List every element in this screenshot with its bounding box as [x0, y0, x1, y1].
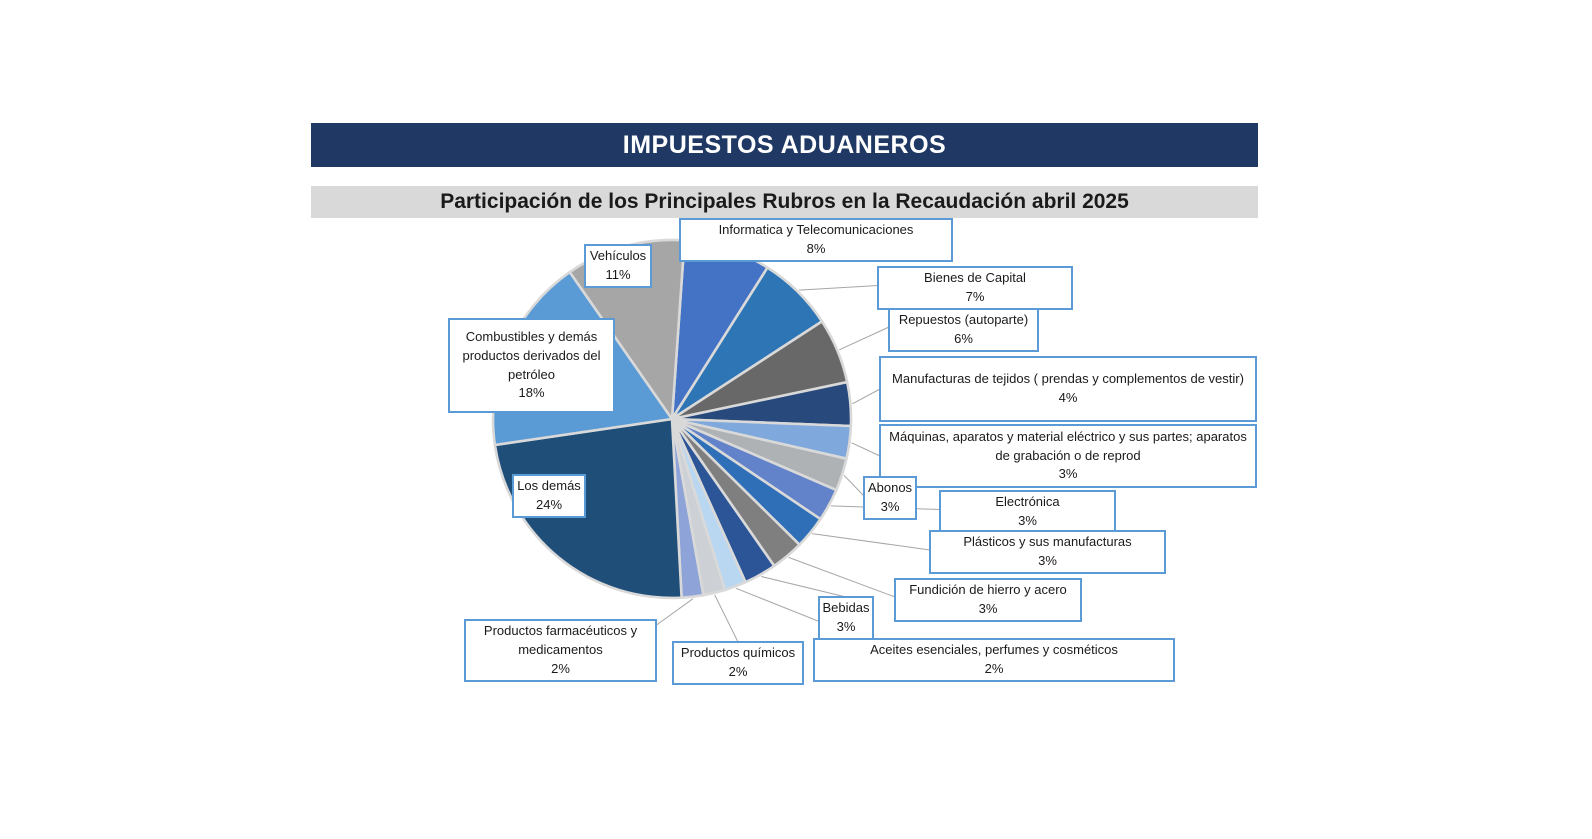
pie-label-pct: 8%	[806, 240, 826, 256]
pie-label-pct: 3%	[978, 600, 998, 616]
pie-label-text: Electrónica	[995, 494, 1060, 509]
pie-label-text: Los demás	[517, 478, 581, 493]
pie-label-text: Informatica y Telecomunicaciones	[718, 222, 914, 237]
pie-label-text: Bebidas	[822, 600, 870, 615]
pie-label-text: Productos farmacéuticos y medicamentos	[483, 623, 638, 658]
leader-line-plasticos	[812, 534, 930, 550]
pie-label-text: Productos químicos	[680, 645, 796, 660]
pie-label-pct: 18%	[518, 385, 545, 401]
pie-label-pct: 7%	[965, 288, 985, 304]
pie-label-plasticos	[929, 530, 1166, 574]
pie-label-text: Aceites esenciales, perfumes y cosméticos	[870, 642, 1118, 658]
pie-label-text: Vehículos	[589, 248, 647, 263]
pie-label-pct: 3%	[1058, 466, 1078, 482]
pie-label-text: Repuestos (autoparte)	[898, 312, 1029, 327]
pie-label-repuestos	[888, 308, 1039, 352]
pie-label-bebidas	[818, 596, 874, 640]
pie-label-maquinas	[879, 424, 1257, 488]
leader-line-farmaceuticos	[651, 599, 693, 629]
pie-label-losdemas	[512, 474, 586, 518]
pie-label-combustibles	[448, 318, 615, 413]
pie-label-text: Plásticos y sus manufacturas	[963, 534, 1132, 549]
pie-label-pct: 2%	[551, 660, 570, 676]
pie-label-text: Combustibles y demás productos derivados del petróleo	[462, 328, 601, 382]
pie-label-vehiculos	[584, 244, 652, 288]
pie-label-pct: 4%	[1058, 390, 1078, 405]
pie-label-pct: 3%	[836, 618, 856, 634]
pie-label-text: Bienes de Capital	[924, 270, 1026, 285]
pie-label-pct: 6%	[954, 330, 973, 346]
pie-label-electronica	[939, 490, 1116, 534]
leader-line-manufacturas	[852, 389, 880, 404]
pie-label-manufacturas	[879, 356, 1257, 422]
leader-line-bienes	[799, 286, 878, 291]
pie-label-text: Manufacturas de tejidos ( prendas y complementos de vestir)	[892, 371, 1244, 387]
pie-label-pct: 3%	[880, 498, 900, 514]
pie-label-text: Abonos	[867, 480, 913, 495]
leader-line-fundicion	[789, 557, 895, 597]
pie-label-fundicion	[894, 578, 1082, 622]
pie-label-informatica	[679, 218, 953, 262]
pie-label-quimicos	[672, 641, 804, 685]
chart-subtitle: Participación de los Principales Rubros en la Recaudación abril 2025	[440, 190, 1129, 213]
pie-label-pct: 3%	[1038, 552, 1057, 568]
leader-line-abonos	[844, 475, 864, 496]
pie-label-pct: 2%	[728, 663, 748, 679]
pie-label-text: Máquinas, aparatos y material eléctrico y sus partes; aparatos de grabación o de reprod	[889, 428, 1247, 463]
leader-line-repuestos	[839, 327, 889, 350]
leader-line-quimicos	[715, 595, 738, 642]
page-title: IMPUESTOS ADUANEROS	[622, 130, 947, 159]
pie-label-text: Fundición de hierro y acero	[909, 582, 1067, 597]
pie-label-abonos	[863, 476, 917, 520]
pie-label-pct: 2%	[984, 661, 1004, 676]
pie-label-bienes	[877, 266, 1073, 310]
pie-label-farmaceuticos	[464, 619, 657, 682]
leader-line-maquinas	[851, 443, 880, 456]
pie-label-pct: 11%	[605, 266, 631, 282]
pie-label-aceites	[813, 638, 1175, 682]
pie-label-pct: 24%	[535, 496, 563, 512]
leader-line-bebidas	[761, 577, 846, 598]
pie-label-pct: 3%	[1018, 512, 1037, 528]
